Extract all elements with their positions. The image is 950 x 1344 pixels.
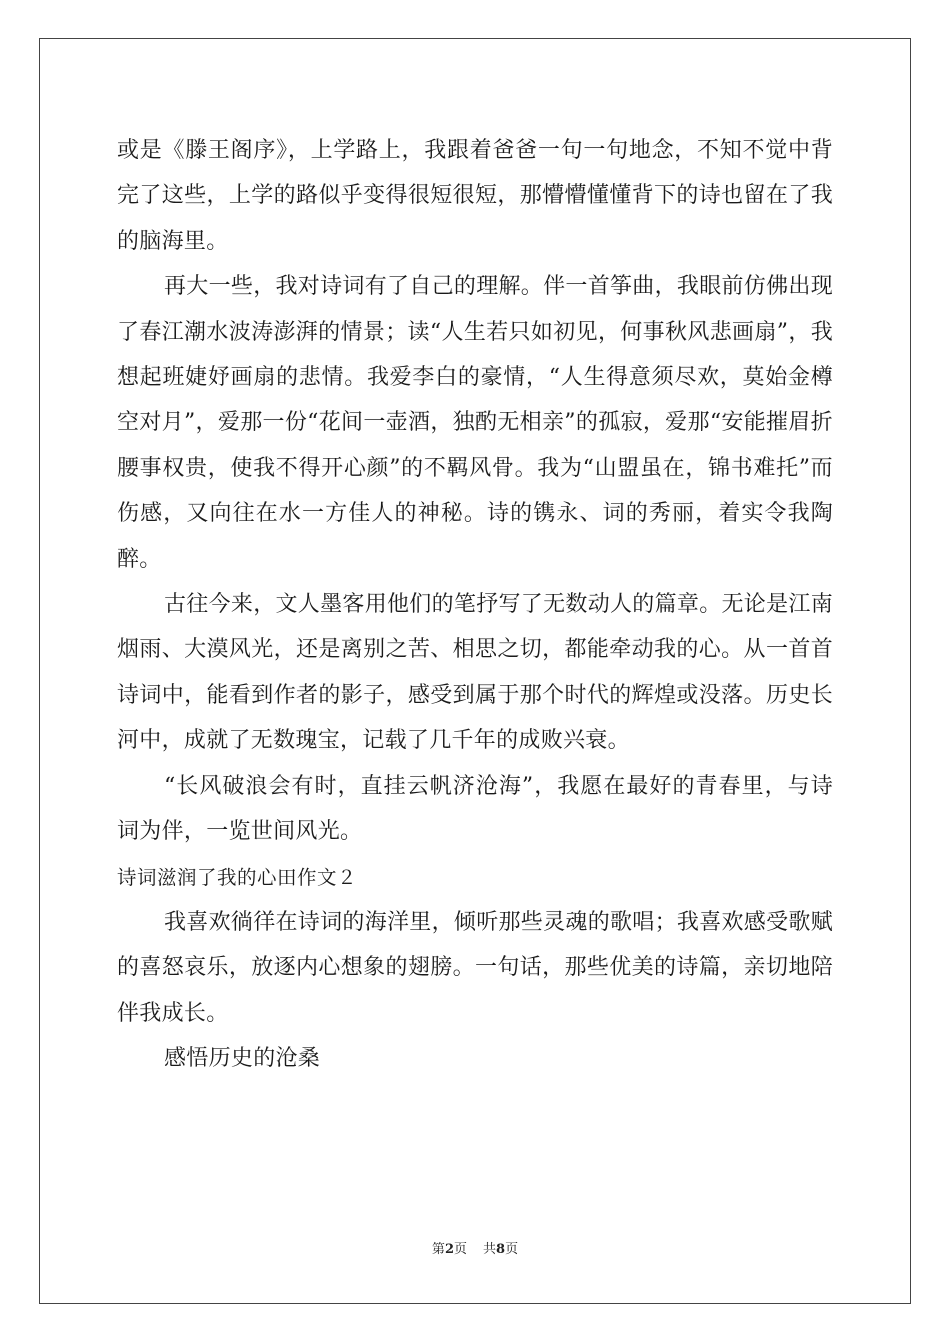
- paragraph: “长风破浪会有时，直挂云帆济沧海”，我愿在最好的青春里，与诗词为伴，一览世间风光。: [117, 773, 833, 845]
- paragraph: 我喜欢徜徉在诗词的海洋里，倾听那些灵魂的歌唱；我喜欢感受歌赋的喜怒哀乐，放逐内心想象的翅膀。一句话，那些优美的诗篇，亲切地陪伴我成长。: [117, 909, 834, 1026]
- page-prefix: 第: [431, 1242, 445, 1257]
- document-body: [117, 128, 833, 1082]
- total-suffix: 页: [505, 1242, 519, 1257]
- page-suffix: 页: [453, 1242, 467, 1257]
- current-page-number: 2: [444, 1242, 454, 1257]
- page-footer: [0, 1241, 950, 1259]
- paragraph: 古往今来，文人墨客用他们的笔抒写了无数动人的篇章。无论是江南烟雨、大漠风光，还是离别之苦、相思之切，都能牵动我的心。从一首首诗词中，能看到作者的影子，感受到属于那个时代的辉煌或没落。历史长河中，成就了无数瑰宝，记载了几千年的成败兴衰。: [117, 592, 834, 754]
- section-title: 诗词滋润了我的心田作文２: [117, 865, 358, 889]
- total-page-number: 8: [496, 1242, 506, 1257]
- paragraph: 感悟历史的沧桑: [164, 1046, 321, 1072]
- paragraph: 或是《滕王阁序》，上学路上，我跟着爸爸一句一句地念，不知不觉中背完了这些，上学的路似乎变得很短很短，那懵懵懂懂背下的诗也留在了我的脑海里。: [117, 138, 833, 254]
- paragraph: 再大一些，我对诗词有了自己的理解。伴一首筝曲，我眼前仿佛出现了春江潮水波涛澎湃的情景；读“人生若只如初见，何事秋风悲画扇”，我想起班婕妤画扇的悲情。我爱李白的豪情，“人生得意须尽欢，莫始金樽空对月”，爱那一份“花间一壶酒，独酌无相亲”的孤寂，爱那“安能摧眉折腰事权贵，使我不得开心颜”的不羁风骨。我为“山盟虽在，锦书难托”而伤感，又向往在水一方佳人的神秘。诗的镌永、词的秀丽，着实令我陶醉。: [117, 274, 834, 572]
- total-prefix: 共: [483, 1242, 497, 1257]
